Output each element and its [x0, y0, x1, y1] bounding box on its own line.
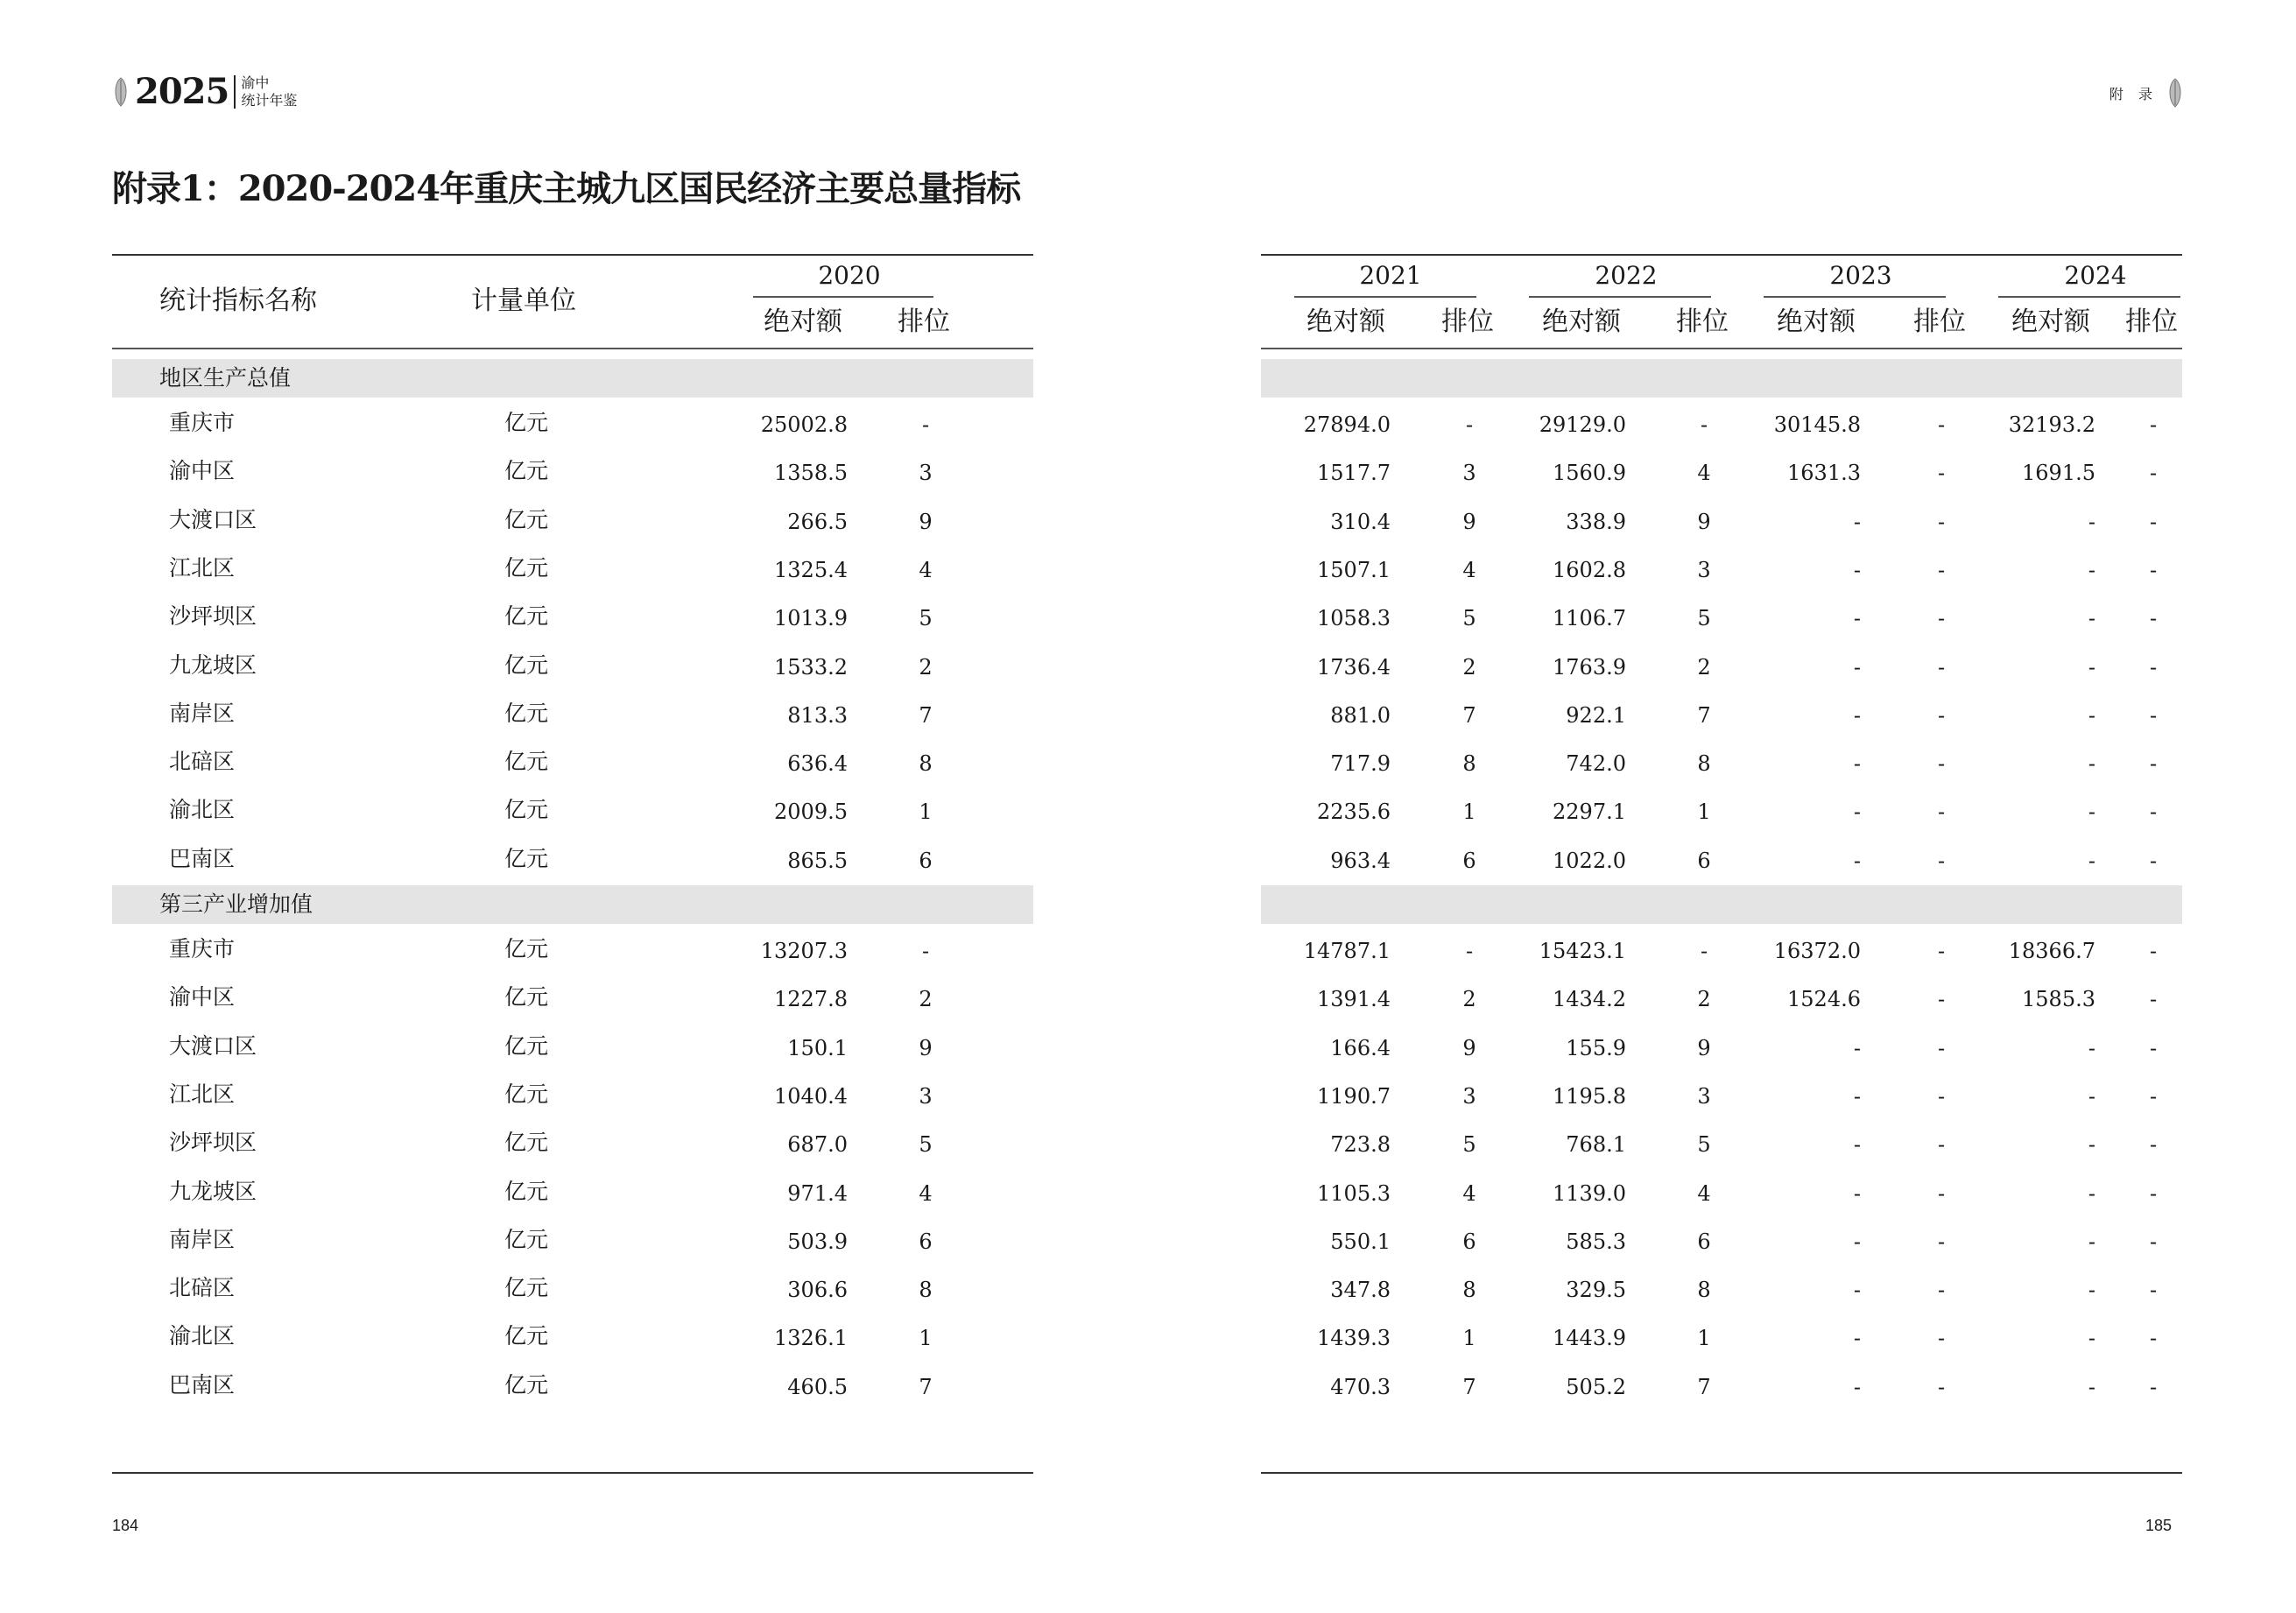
absolute-value: - [2088, 799, 2095, 825]
rank-value: 4 [1462, 1180, 1476, 1206]
rank-value: 4 [1697, 1180, 1711, 1206]
absolute-value: 963.4 [1330, 848, 1391, 873]
rank-value: - [2149, 702, 2158, 728]
rank-value: 5 [1462, 606, 1476, 631]
rank-value: - [2149, 461, 2158, 486]
absolute-value: 1326.1 [774, 1326, 848, 1351]
unit-cell: 亿元 [504, 554, 549, 581]
absolute-value: 27894.0 [1303, 412, 1391, 437]
rank-value: - [2149, 1374, 2158, 1399]
absolute-value: - [2088, 1278, 2095, 1303]
rank-value: - [1937, 702, 1946, 728]
absolute-value: 1763.9 [1553, 654, 1626, 680]
column-header-indicator: 统计指标名称 [159, 285, 317, 316]
rank-value: 6 [919, 848, 933, 873]
rank-value: 2 [919, 654, 933, 680]
rank-value: - [1937, 412, 1946, 437]
region-name: 沙坪坝区 [169, 1130, 257, 1156]
absolute-value: - [2088, 1180, 2095, 1206]
absolute-value: - [2088, 848, 2095, 873]
rank-value: 5 [919, 1132, 933, 1158]
absolute-value: 32193.2 [2008, 412, 2095, 437]
absolute-value: - [1853, 751, 1861, 777]
absolute-value: 2235.6 [1317, 799, 1391, 825]
leaf-emblem-icon [112, 76, 130, 108]
region-name: 南岸区 [169, 700, 236, 726]
absolute-value: 585.3 [1566, 1229, 1626, 1254]
absolute-value: 1190.7 [1317, 1083, 1391, 1109]
rank-value: - [2149, 1326, 2158, 1351]
rank-value: 2 [1462, 987, 1476, 1012]
rank-value: 9 [1462, 1035, 1476, 1060]
rank-value: 9 [1697, 509, 1711, 534]
rank-value: 7 [1462, 702, 1476, 728]
absolute-value: 550.1 [1330, 1229, 1391, 1254]
rank-value: 3 [1462, 1083, 1476, 1109]
rank-value: 4 [919, 1180, 933, 1206]
unit-cell: 亿元 [504, 797, 549, 823]
absolute-value: - [1853, 606, 1861, 631]
absolute-value: 338.9 [1566, 509, 1626, 534]
unit-cell: 亿元 [504, 410, 549, 435]
region-name: 渝北区 [169, 797, 236, 823]
year-underline [1529, 296, 1711, 298]
rank-value: 2 [1462, 654, 1476, 680]
absolute-value: 1434.2 [1553, 987, 1626, 1012]
region-name: 大渡口区 [169, 506, 257, 532]
column-header-year: 2022 [1595, 261, 1658, 290]
rank-value: 8 [919, 751, 933, 777]
absolute-value: 922.1 [1566, 702, 1626, 728]
absolute-value: 15423.1 [1539, 939, 1626, 963]
table-top-rule [1261, 254, 2182, 256]
absolute-value: 30145.8 [1773, 412, 1861, 437]
rank-value: 1 [1462, 799, 1476, 825]
column-header-rank: 排位 [898, 306, 950, 337]
region-name: 九龙坡区 [169, 1178, 257, 1204]
absolute-value: 1524.6 [1787, 987, 1861, 1012]
absolute-value: - [1853, 1278, 1861, 1303]
section-title: 第三产业增加值 [159, 891, 313, 917]
absolute-value: - [1853, 1374, 1861, 1399]
rank-value: 1 [1697, 1326, 1711, 1351]
region-name: 九龙坡区 [169, 652, 257, 678]
rank-value: - [2149, 654, 2158, 680]
region-name: 南岸区 [169, 1226, 236, 1252]
absolute-value: 150.1 [787, 1035, 848, 1060]
absolute-value: - [1853, 702, 1861, 728]
absolute-value: - [2088, 1132, 2095, 1158]
rank-value: - [2149, 1132, 2158, 1158]
region-name: 北碚区 [169, 1275, 236, 1301]
absolute-value: 29129.0 [1539, 412, 1626, 437]
absolute-value: 347.8 [1330, 1278, 1391, 1303]
rank-value: 4 [919, 557, 933, 582]
absolute-value: 503.9 [787, 1229, 848, 1254]
absolute-value: - [1853, 848, 1861, 873]
leaf-emblem-icon [2166, 77, 2184, 109]
absolute-value: 155.9 [1566, 1035, 1626, 1060]
rank-value: 9 [919, 1035, 933, 1060]
region-name: 渝中区 [169, 984, 236, 1011]
absolute-value: 1325.4 [774, 557, 848, 582]
rank-value: - [1937, 1083, 1946, 1109]
column-header-absolute: 绝对额 [764, 306, 842, 337]
unit-cell: 亿元 [504, 458, 549, 484]
rank-value: 2 [1697, 987, 1711, 1012]
rank-value: - [1937, 987, 1946, 1012]
rank-value: - [2149, 412, 2158, 437]
section-band [1261, 359, 2182, 398]
rank-value: 8 [919, 1278, 933, 1303]
absolute-value: 1533.2 [774, 654, 848, 680]
region-name: 渝北区 [169, 1323, 236, 1349]
absolute-value: - [2088, 1374, 2095, 1399]
rank-value: - [1937, 1374, 1946, 1399]
rank-value: 7 [919, 1374, 933, 1399]
rank-value: 6 [1462, 1229, 1476, 1254]
absolute-value: 14787.1 [1303, 939, 1391, 963]
unit-cell: 亿元 [504, 700, 549, 726]
unit-cell: 亿元 [504, 603, 549, 630]
unit-cell: 亿元 [504, 652, 549, 678]
rank-value: 4 [1697, 461, 1711, 486]
yearbook-name-line2: 统计年鉴 [241, 92, 298, 109]
column-header-absolute: 绝对额 [1542, 306, 1621, 337]
page-title: 附录1：2020-2024年重庆主城九区国民经济主要总量指标 [112, 168, 1021, 209]
column-header-year: 2023 [1829, 261, 1892, 290]
absolute-value: 310.4 [1330, 509, 1391, 534]
rank-value: 2 [919, 987, 933, 1012]
page-number-left: 184 [112, 1517, 139, 1534]
absolute-value: 2009.5 [774, 799, 848, 825]
absolute-value: 1602.8 [1553, 557, 1626, 582]
absolute-value: - [2088, 751, 2095, 777]
page-number-right: 185 [2145, 1517, 2172, 1534]
rank-value: - [1937, 1229, 1946, 1254]
rank-value: - [2149, 939, 2158, 963]
rank-value: 9 [919, 509, 933, 534]
column-header-year: 2020 [818, 261, 881, 290]
rank-value: - [1937, 606, 1946, 631]
rank-value: - [1937, 461, 1946, 486]
rank-value: 5 [1697, 1132, 1711, 1158]
region-name: 渝中区 [169, 458, 236, 484]
rank-value: - [1937, 799, 1946, 825]
rank-value: 1 [1697, 799, 1711, 825]
unit-cell: 亿元 [504, 984, 549, 1011]
absolute-value: - [1853, 1326, 1861, 1351]
rank-value: - [2149, 557, 2158, 582]
absolute-value: - [2088, 702, 2095, 728]
absolute-value: 971.4 [787, 1180, 848, 1206]
rank-value: - [1937, 654, 1946, 680]
absolute-value: 266.5 [787, 509, 848, 534]
rank-value: 6 [1462, 848, 1476, 873]
rank-value: 1 [1462, 1326, 1476, 1351]
unit-cell: 亿元 [504, 845, 549, 871]
column-header-rank: 排位 [2125, 306, 2178, 337]
rank-value: - [2149, 1278, 2158, 1303]
column-header-unit: 计量单位 [471, 285, 576, 316]
absolute-value: 1058.3 [1317, 606, 1391, 631]
rank-value: - [1937, 509, 1946, 534]
rank-value: 3 [1697, 1083, 1711, 1109]
region-name: 沙坪坝区 [169, 603, 257, 630]
column-header-rank: 排位 [1913, 306, 1966, 337]
absolute-value: 1013.9 [774, 606, 848, 631]
table-bottom-rule [1261, 1472, 2182, 1474]
absolute-value: 1631.3 [1787, 461, 1861, 486]
column-header-rank: 排位 [1676, 306, 1729, 337]
logo-divider [234, 75, 236, 109]
rank-value: 8 [1697, 1278, 1711, 1303]
region-name: 北碚区 [169, 749, 236, 775]
rank-value: 3 [919, 461, 933, 486]
rank-value: - [2149, 1035, 2158, 1060]
absolute-value: - [2088, 1326, 2095, 1351]
rank-value: 7 [1462, 1374, 1476, 1399]
unit-cell: 亿元 [504, 1226, 549, 1252]
unit-cell: 亿元 [504, 749, 549, 775]
column-header-absolute: 绝对额 [1306, 306, 1385, 337]
absolute-value: 813.3 [787, 702, 848, 728]
rank-value: 3 [1697, 557, 1711, 582]
column-header-year: 2024 [2064, 261, 2127, 290]
rank-value: 8 [1697, 751, 1711, 777]
rank-value: - [2149, 1229, 2158, 1254]
rank-value: - [2149, 1180, 2158, 1206]
rank-value: - [1937, 1326, 1946, 1351]
rank-value: - [2149, 606, 2158, 631]
absolute-value: - [1853, 557, 1861, 582]
column-header-year: 2021 [1359, 261, 1422, 290]
rank-value: 8 [1462, 751, 1476, 777]
rank-value: 2 [1697, 654, 1711, 680]
absolute-value: 1227.8 [774, 987, 848, 1012]
rank-value: - [1937, 751, 1946, 777]
absolute-value: 1560.9 [1553, 461, 1626, 486]
absolute-value: 1585.3 [2022, 987, 2095, 1012]
yearbook-name [241, 74, 297, 109]
section-header [2109, 77, 2184, 109]
unit-cell: 亿元 [504, 506, 549, 532]
absolute-value: - [2088, 509, 2095, 534]
column-header-absolute: 绝对额 [2011, 306, 2090, 337]
absolute-value: - [1853, 1229, 1861, 1254]
rank-value: - [1937, 557, 1946, 582]
absolute-value: 1022.0 [1553, 848, 1626, 873]
absolute-value: 881.0 [1330, 702, 1391, 728]
rank-value: 9 [1697, 1035, 1711, 1060]
absolute-value: 460.5 [787, 1374, 848, 1399]
absolute-value: - [2088, 557, 2095, 582]
rank-value: - [1700, 412, 1708, 437]
unit-cell: 亿元 [504, 936, 549, 961]
unit-cell: 亿元 [504, 1032, 549, 1059]
absolute-value: - [2088, 1035, 2095, 1060]
unit-cell: 亿元 [504, 1275, 549, 1301]
absolute-value: 18366.7 [2008, 939, 2095, 963]
absolute-value: 1040.4 [774, 1083, 848, 1109]
yearbook-logo [112, 70, 297, 114]
rank-value: 3 [919, 1083, 933, 1109]
year-underline [1764, 296, 1946, 298]
absolute-value: 1691.5 [2022, 461, 2095, 486]
rank-value: 6 [1697, 1229, 1711, 1254]
region-name: 江北区 [169, 554, 236, 581]
rank-value: 9 [1462, 509, 1476, 534]
absolute-value: 1358.5 [774, 461, 848, 486]
absolute-value: 742.0 [1566, 751, 1626, 777]
rank-value: 7 [1697, 702, 1711, 728]
rank-value: 1 [919, 1326, 933, 1351]
absolute-value: 1139.0 [1553, 1180, 1626, 1206]
rank-value: 3 [1462, 461, 1476, 486]
unit-cell: 亿元 [504, 1130, 549, 1156]
region-name: 重庆市 [169, 936, 236, 961]
rank-value: - [2149, 987, 2158, 1012]
absolute-value: 505.2 [1566, 1374, 1626, 1399]
table-bottom-rule [112, 1472, 1033, 1474]
year-underline [1998, 296, 2180, 298]
absolute-value: - [1853, 1083, 1861, 1109]
year-underline [753, 296, 933, 298]
yearbook-name-line1: 渝中 [241, 74, 270, 91]
rank-value: - [1700, 939, 1708, 963]
unit-cell: 亿元 [504, 1178, 549, 1204]
rank-value: - [1937, 1132, 1946, 1158]
absolute-value: 1507.1 [1317, 557, 1391, 582]
region-name: 巴南区 [169, 845, 236, 871]
absolute-value: 636.4 [787, 751, 848, 777]
region-name: 巴南区 [169, 1371, 236, 1398]
absolute-value: - [1853, 654, 1861, 680]
absolute-value: 1517.7 [1317, 461, 1391, 486]
absolute-value: 768.1 [1566, 1132, 1626, 1158]
absolute-value: 16372.0 [1773, 939, 1861, 963]
rank-value: 6 [1697, 848, 1711, 873]
absolute-value: 2297.1 [1553, 799, 1626, 825]
section-band [1261, 885, 2182, 924]
rank-value: 7 [919, 702, 933, 728]
rank-value: - [2149, 799, 2158, 825]
absolute-value: - [1853, 509, 1861, 534]
section-title: 地区生产总值 [159, 365, 292, 391]
absolute-value: 687.0 [787, 1132, 848, 1158]
absolute-value: - [1853, 1132, 1861, 1158]
rank-value: - [2149, 848, 2158, 873]
rank-value: - [2149, 751, 2158, 777]
rank-value: 5 [919, 606, 933, 631]
absolute-value: - [1853, 799, 1861, 825]
absolute-value: 1736.4 [1317, 654, 1391, 680]
rank-value: 5 [1697, 606, 1711, 631]
absolute-value: - [2088, 1229, 2095, 1254]
absolute-value: - [2088, 1083, 2095, 1109]
rank-value: - [1937, 1180, 1946, 1206]
region-name: 重庆市 [169, 410, 236, 435]
rank-value: - [921, 412, 930, 437]
unit-cell: 亿元 [504, 1371, 549, 1398]
rank-value: - [921, 939, 930, 963]
absolute-value: - [1853, 1035, 1861, 1060]
absolute-value: 1443.9 [1553, 1326, 1626, 1351]
year-underline [1294, 296, 1476, 298]
column-header-absolute: 绝对额 [1777, 306, 1856, 337]
absolute-value: 1195.8 [1553, 1083, 1626, 1109]
unit-cell: 亿元 [504, 1081, 549, 1107]
absolute-value: 329.5 [1566, 1278, 1626, 1303]
absolute-value: 1106.7 [1553, 606, 1626, 631]
section-label: 附 录 [2109, 85, 2158, 102]
rank-value: 8 [1462, 1278, 1476, 1303]
absolute-value: 1105.3 [1317, 1180, 1391, 1206]
column-header-rank: 排位 [1441, 306, 1494, 337]
rank-value: 4 [1462, 557, 1476, 582]
rank-value: - [2149, 509, 2158, 534]
rank-value: - [1937, 939, 1946, 963]
rank-value: - [1937, 1035, 1946, 1060]
rank-value: 6 [919, 1229, 933, 1254]
rank-value: 1 [919, 799, 933, 825]
absolute-value: 717.9 [1330, 751, 1391, 777]
absolute-value: 1391.4 [1317, 987, 1391, 1012]
absolute-value: 865.5 [787, 848, 848, 873]
absolute-value: 306.6 [787, 1278, 848, 1303]
table-header-rule [112, 348, 1033, 349]
yearbook-year: 2025 [135, 71, 229, 112]
absolute-value: 723.8 [1330, 1132, 1391, 1158]
absolute-value: - [2088, 606, 2095, 631]
absolute-value: - [1853, 1180, 1861, 1206]
absolute-value: - [2088, 654, 2095, 680]
rank-value: - [1937, 1278, 1946, 1303]
absolute-value: 470.3 [1330, 1374, 1391, 1399]
rank-value: - [1465, 939, 1474, 963]
unit-cell: 亿元 [504, 1323, 549, 1349]
absolute-value: 25002.8 [760, 412, 848, 437]
rank-value: 7 [1697, 1374, 1711, 1399]
absolute-value: 166.4 [1330, 1035, 1391, 1060]
rank-value: - [1937, 848, 1946, 873]
absolute-value: 13207.3 [760, 939, 848, 963]
rank-value: - [2149, 1083, 2158, 1109]
table-top-rule [112, 254, 1033, 256]
rank-value: 5 [1462, 1132, 1476, 1158]
absolute-value: 1439.3 [1317, 1326, 1391, 1351]
region-name: 大渡口区 [169, 1032, 257, 1059]
table-header-rule [1261, 348, 2182, 349]
region-name: 江北区 [169, 1081, 236, 1107]
rank-value: - [1465, 412, 1474, 437]
